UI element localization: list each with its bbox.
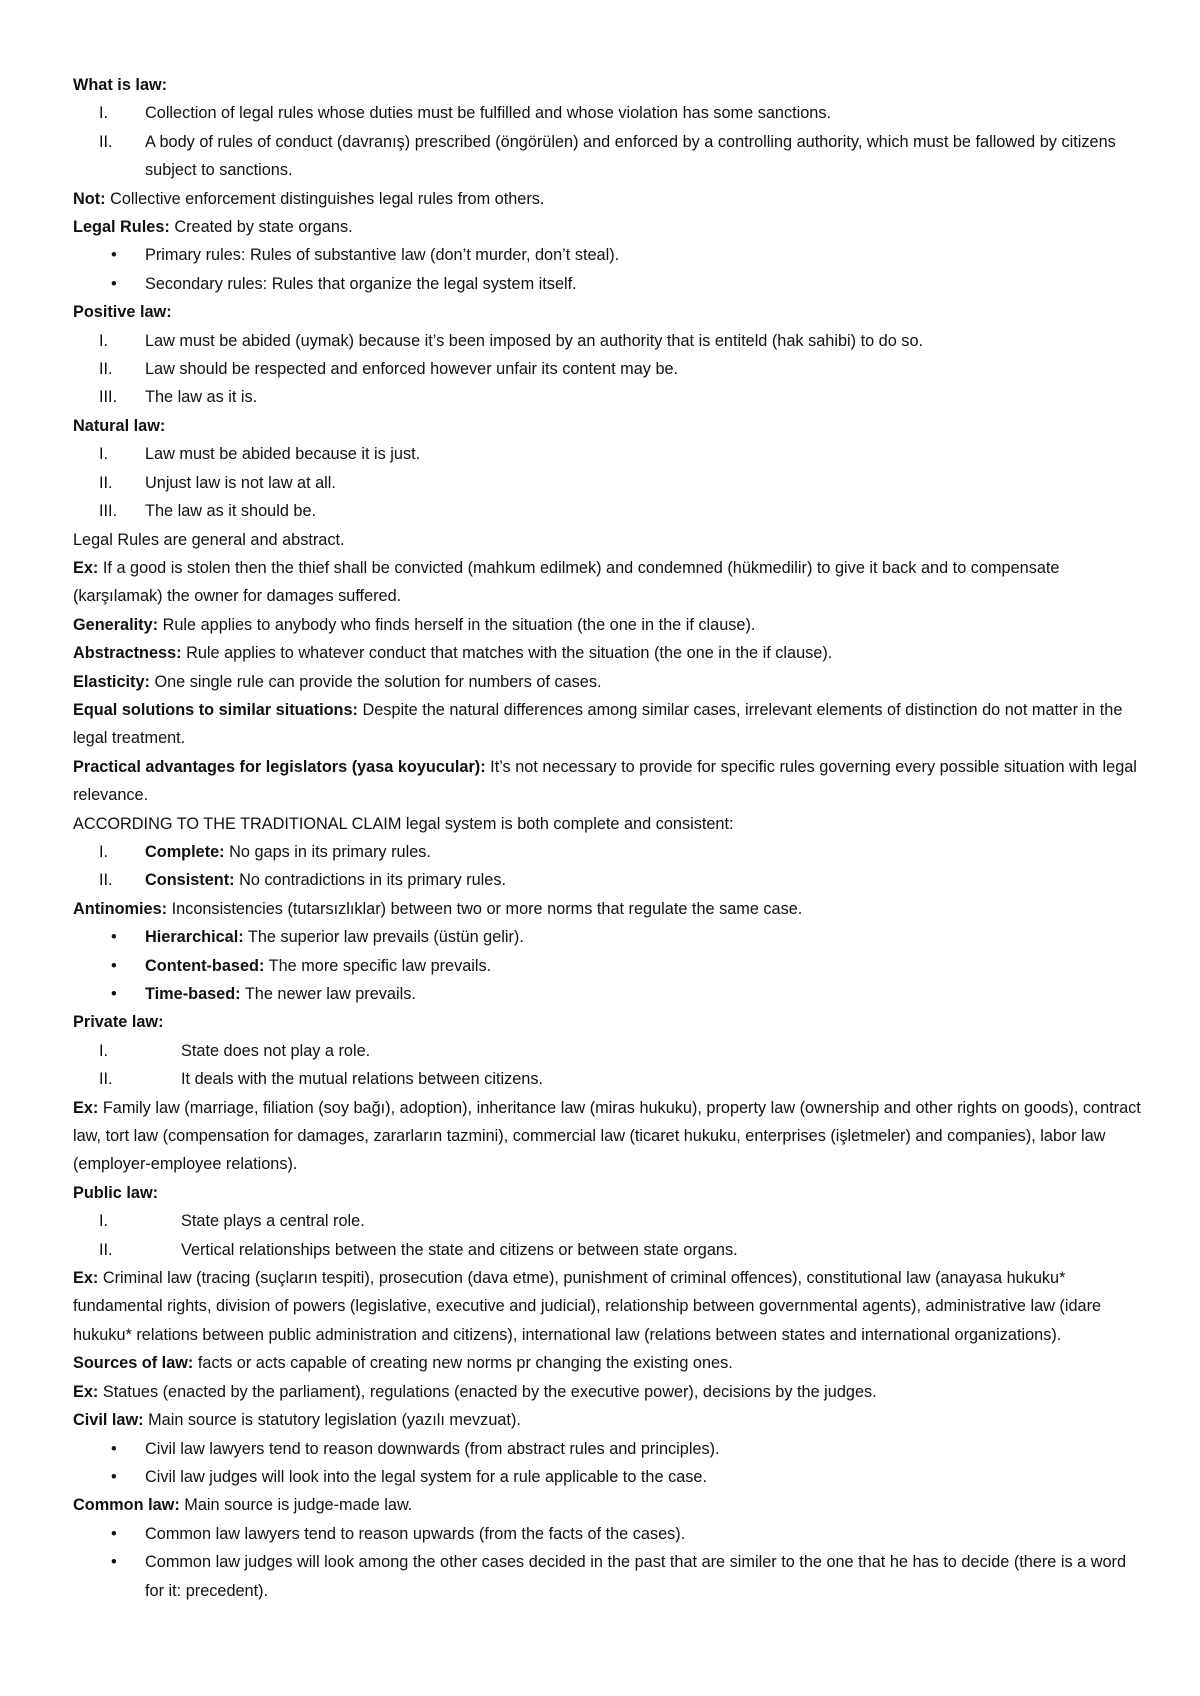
list-item-label: Time-based: [145,985,241,1003]
list-item-text: Law should be respected and enforced however unfair its content may be. [145,360,679,379]
list-item-body: The newer law prevails. [240,985,416,1003]
sources-of-law-label: Sources of law: [73,1354,194,1373]
bullet-icon: • [111,1524,117,1543]
equal-solutions-text: Despite the natural differences among similar cases, irrelevant elements of distinction do not matter in the legal treatment. [73,700,1123,748]
list-item-label: Hierarchical: [145,928,244,947]
list-item [73,1520,1143,1548]
note-label: Not: [73,189,106,208]
list-marker: II. [99,132,113,151]
example-text: Statues (enacted by the parliament), regulations (enacted by the executive power), decisions by the judges. [98,1382,877,1401]
antinomies-paragraph [73,895,1143,923]
list-item [73,497,1143,525]
list-item [73,270,1143,298]
generality-paragraph [73,611,1143,639]
legal-rules-text: Created by state organs. [169,218,353,237]
list-item [73,327,1143,355]
list-marker: II. [99,871,113,890]
list-marker: II. [99,1070,113,1089]
heading-what-is-law: What is law: [73,76,168,94]
practical-advantages-paragraph [73,753,1143,810]
example-label: Ex: [73,1382,99,1401]
list-item-text: Unjust law is not law at all. [145,473,336,492]
example-paragraph [73,1264,1143,1349]
list-item-text: Primary rules: Rules of substantive law (don’t murder, don’t steal). [145,246,620,265]
list-item-body: No gaps in its primary rules. [224,842,431,861]
list-marker: I. [99,842,109,861]
list-item-text: Common law judges will look among the other cases decided in the past that are similer to the one that he has to decide (there is a word for it: precedent). [145,1553,1127,1600]
practical-advantages-label: Practical advantages for legislators (yasa koyucular): [73,757,486,776]
list-item-text: The law as it should be. [145,502,317,521]
abstractness-text: Rule applies to whatever conduct that matches with the situation (the one in the if clause). [181,644,833,663]
list-item [73,952,1143,980]
list-item [73,838,1143,866]
list-marker: I. [99,331,109,350]
list-item-text [145,866,1143,894]
list-item-body: The superior law prevails (üstün gelir). [243,928,524,947]
example-text: Criminal law (tracing (suçların tespiti), prosecution (dava etme), punishment of criminal offences), constitutional law (anayasa hukuku* fundamental rights, division of powers (legislative, executive and judicial), relationship between governmental agents), administrative law (idare hukuku* relations between public administration and citizens), international law (relations between states and international organizations). [73,1269,1102,1344]
list-item-text: Civil law lawyers tend to reason downwards (from abstract rules and principles). [145,1439,720,1458]
list-item-text: It deals with the mutual relations between citizens. [181,1070,543,1089]
list-item-text [145,838,1143,866]
list-item-text: The law as it is. [145,388,258,407]
common-law-paragraph [73,1491,1143,1519]
civil-law-paragraph [73,1406,1143,1434]
note-text: Collective enforcement distinguishes legal rules from others. [105,189,545,208]
generality-label: Generality: [73,615,159,634]
list-item [73,980,1143,1008]
list-item-text: Law must be abided because it is just. [145,445,421,464]
list-item-body: The more specific law prevails. [264,956,492,975]
list-item-label: Complete: [145,842,225,861]
list-item-text: A body of rules of conduct (davranış) prescribed (öngörülen) and enforced by a controlling authority, which must be fallowed by citizens subject to sanctions. [145,132,1116,180]
equal-solutions-paragraph [73,696,1143,753]
elasticity-text: One single rule can provide the solution for numbers of cases. [149,672,602,691]
civil-law-label: Civil law: [73,1411,144,1430]
bullet-icon: • [111,956,117,975]
bullet-icon: • [111,1467,117,1486]
bullet-icon: • [111,274,117,293]
abstractness-label: Abstractness: [73,644,182,663]
sources-of-law-paragraph [73,1349,1143,1377]
antinomies-text: Inconsistencies (tutarsızlıklar) between two or more norms that regulate the same case. [167,899,803,918]
list-item [73,1435,1143,1463]
example-label: Ex: [73,558,99,577]
common-law-label: Common law: [73,1496,180,1515]
list-item [73,1065,1143,1093]
legal-rules-paragraph [73,213,1143,241]
list-item [73,128,1143,185]
list-marker: III. [99,388,118,407]
bullet-icon: • [111,1439,117,1458]
bullet-icon: • [111,246,117,265]
example-label: Ex: [73,1269,99,1288]
list-item [73,355,1143,383]
list-item [73,1037,1143,1065]
list-marker: II. [99,473,113,492]
list-marker: III. [99,502,118,521]
list-item [73,1236,1143,1264]
heading-private-law: Private law: [73,1013,164,1032]
list-item [73,923,1143,951]
document-body [73,71,1143,1605]
sources-of-law-text: facts or acts capable of creating new norms pr changing the existing ones. [193,1354,733,1373]
list-marker: I. [99,1212,109,1231]
example-paragraph [73,554,1143,611]
bullet-icon: • [111,1553,117,1572]
elasticity-label: Elasticity: [73,672,150,691]
list-item-text [145,952,1143,980]
list-item [73,469,1143,497]
generality-text: Rule applies to anybody who finds herself in the situation (the one in the if clause). [158,615,756,634]
list-item [73,241,1143,269]
list-item [73,383,1143,411]
list-marker: I. [99,104,109,123]
list-item [73,1207,1143,1235]
list-item-text: Law must be abided (uymak) because it’s been imposed by an authority that is entiteld (hak sahibi) to do so. [145,331,924,350]
list-marker: II. [99,1240,113,1259]
list-item-text: State plays a central role. [181,1212,365,1231]
list-item-label: Content-based: [145,956,265,975]
list-item [73,440,1143,468]
list-item [73,1548,1143,1605]
heading-public-law: Public law: [73,1183,159,1202]
heading-natural-law: Natural law: [73,416,166,435]
list-item-label: Consistent: [145,871,235,890]
equal-solutions-label: Equal solutions to similar situations: [73,700,358,719]
example-text: Family law (marriage, filiation (soy bağı), adoption), inheritance law (miras hukuku), property law (ownership and other rights on goods), contract law, tort law (compensation for damages, zararların tazmini), commercial law (ticaret hukuku, enterprises (işletmeler) and companies), labor law (employer-employee relations). [73,1098,1141,1174]
practical-advantages-text: It’s not necessary to provide for specific rules governing every possible situation with legal relevance. [73,757,1137,805]
abstractness-paragraph [73,639,1143,667]
list-item-text: Vertical relationships between the state and citizens or between state organs. [181,1240,738,1259]
list-item-text [145,923,1143,951]
list-item-text: State does not play a role. [181,1041,371,1060]
list-marker: II. [99,360,113,379]
list-marker: I. [99,445,109,464]
example-paragraph [73,1378,1143,1406]
list-item-text: Collection of legal rules whose duties must be fulfilled and whose violation has some sanctions. [145,104,831,123]
common-law-text: Main source is judge-made law. [179,1496,413,1515]
list-item-text [145,980,1143,1008]
antinomies-label: Antinomies: [73,899,168,918]
traditional-claim-paragraph: ACCORDING TO THE TRADITIONAL CLAIM legal system is both complete and consistent: [73,814,734,833]
example-text: If a good is stolen then the thief shall be convicted (mahkum edilmek) and condemned (hükmedilir) to give it back and to compensate (karşılamak) the owner for damages suffered. [73,558,1060,606]
legal-rules-label: Legal Rules: [73,218,170,237]
list-marker: I. [99,1041,109,1060]
elasticity-paragraph [73,668,1143,696]
list-item-text: Secondary rules: Rules that organize the legal system itself. [145,274,577,293]
heading-positive-law: Positive law: [73,303,172,322]
bullet-icon: • [111,985,117,1003]
civil-law-text: Main source is statutory legislation (yazılı mevzuat). [143,1411,521,1430]
note-paragraph [73,185,1143,213]
list-item [73,866,1143,894]
bullet-icon: • [111,928,117,947]
list-item-text: Common law lawyers tend to reason upwards (from the facts of the cases). [145,1524,686,1543]
list-item [73,99,1143,127]
example-paragraph [73,1094,1143,1179]
list-item-body: No contradictions in its primary rules. [234,871,506,890]
general-abstract-paragraph: Legal Rules are general and abstract. [73,530,345,549]
list-item [73,1463,1143,1491]
list-item-text: Civil law judges will look into the legal system for a rule applicable to the case. [145,1467,707,1486]
example-label: Ex: [73,1098,99,1117]
